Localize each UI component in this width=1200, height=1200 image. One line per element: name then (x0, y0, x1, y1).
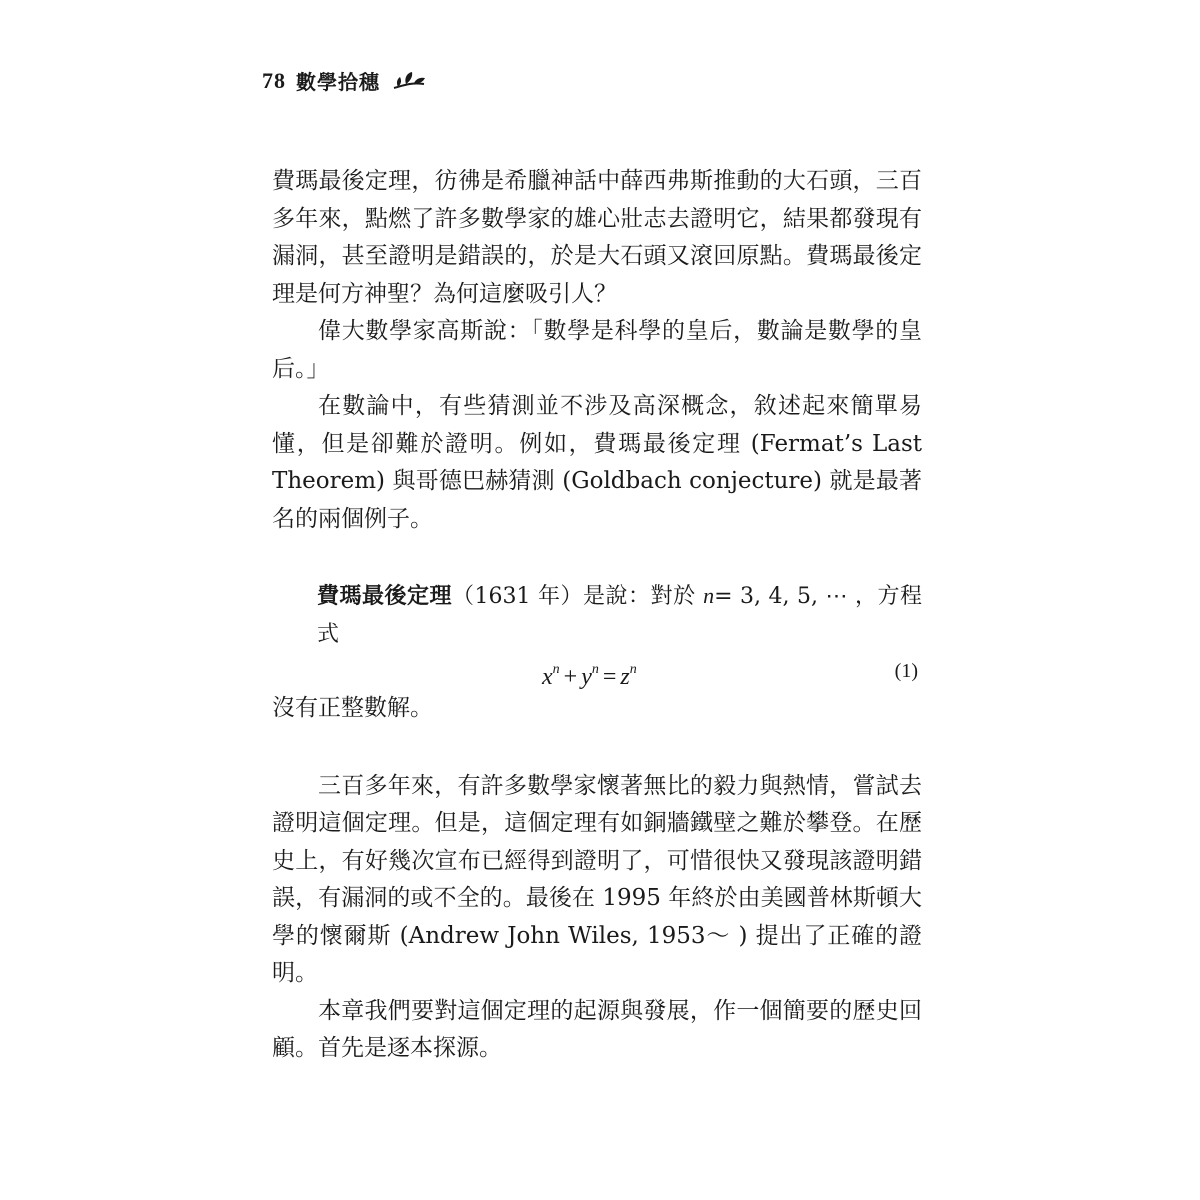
theorem-statement (272, 577, 922, 653)
body-text (272, 163, 922, 1068)
fermat-equation (542, 653, 637, 696)
eq-y: y (581, 664, 592, 690)
eq-exp-x: n (552, 662, 560, 677)
paragraph-number-theory: 在數論中，有些猜測並不涉及高深概念，敘述起來簡單易懂，但是卻難於證明。例如，費瑪最後定理 (Fermat’s Last Theorem) 與哥德巴赫猜測 (Goldbach conjecture) 就是最著名的兩個例子。 (272, 393, 922, 532)
eq-exp-y: n (591, 662, 599, 677)
paragraph-history: 三百多年來，有許多數學家懷著無比的毅力與熱情，嘗試去證明這個定理。但是，這個定理有如銅牆鐵壁之難於攀登。在歷史上，有好幾次宣布已經得到證明了，可惜很快又發現該證明錯誤，有漏洞的或不全的。最後在 1995 年終於由美國普林斯頓大學的懷爾斯 (Andrew John Wiles, 1953～ ) 提出了正確的證明。 (272, 772, 922, 986)
book-title: 數學拾穗 (296, 70, 380, 94)
sprout-leaf-icon (390, 70, 428, 92)
paragraph-intro: 費瑪最後定理，彷彿是希臘神話中薛西弗斯推動的大石頭，三百多年來，點燃了許多數學家的雄心壯志去證明它，結果都發現有漏洞，甚至證明是錯誤的，於是大石頭又滾回原點。費瑪最後定理是何方神聖？為何這麼吸引人？ (272, 168, 922, 307)
theorem-lead: 是說：對於 (583, 584, 696, 609)
theorem-condition: = 3, 4, 5, ⋯ ，方程式 (317, 584, 922, 647)
theorem-year: （1631 年） (452, 584, 584, 609)
eq-z: z (620, 664, 630, 690)
theorem-variable: n (703, 583, 715, 608)
paragraph-gauss-quote: 偉大數學家高斯說：「數學是科學的皇后，數論是數學的皇后。」 (272, 318, 922, 382)
eq-equals: = (602, 664, 617, 690)
paragraph-chapter-outline: 本章我們要對這個定理的起源與發展，作一個簡要的歷史回顧。首先是逐本探源。 (272, 997, 922, 1061)
equation-number: (1) (894, 660, 918, 682)
theorem-continuation: 沒有正整數解。 (272, 695, 433, 721)
eq-x: x (542, 664, 553, 690)
running-head (262, 66, 428, 95)
page-number: 78 (262, 67, 286, 93)
eq-plus: + (563, 664, 578, 690)
eq-exp-z: n (629, 662, 637, 677)
theorem-title: 費瑪最後定理 (317, 583, 453, 609)
equation-row (272, 653, 922, 690)
